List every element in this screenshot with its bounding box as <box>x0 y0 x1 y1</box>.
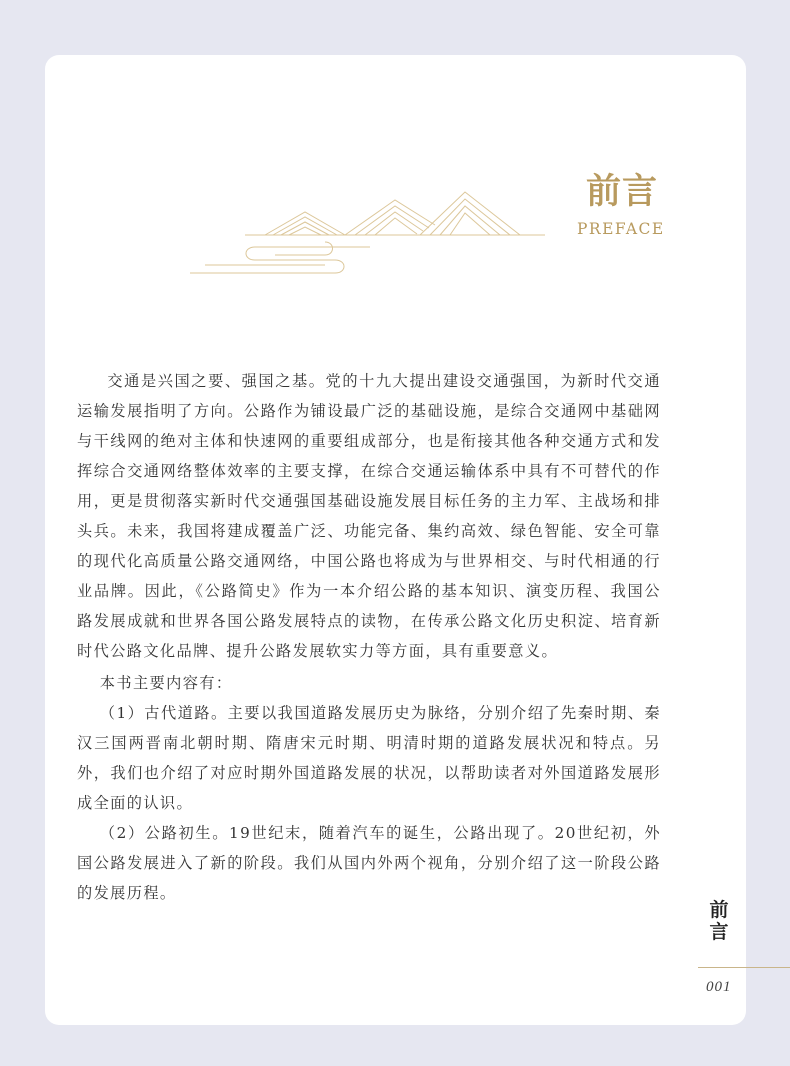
page-title: 前言 <box>586 172 659 212</box>
page-number: 001 <box>706 979 732 995</box>
paragraph: （2）公路初生。19世纪末，随着汽车的诞生，公路出现了。20世纪初，外国公路发展进入了新的阶段。我们从国内外两个视角，分别介绍了这一阶段公路的发展历程。 <box>77 824 661 902</box>
paragraph: （1）古代道路。主要以我国道路发展历史为脉络，分别介绍了先秦时期、秦汉三国两晋南北朝时期、隋唐宋元时期、明清时期的道路发展状况和特点。另外，我们也介绍了对应时期外国道路发展的状况，以帮助读者对外国道路发展形成全面的认识。 <box>77 704 661 812</box>
divider <box>698 967 790 968</box>
chapter-side-label: 前言 <box>709 899 729 943</box>
page-subtitle: PREFACE <box>577 220 665 238</box>
body-text <box>77 366 661 908</box>
paragraph: 交通是兴国之要、强国之基。党的十九大提出建设交通强国，为新时代交通运输发展指明了方向。公路作为铺设最广泛的基础设施，是综合交通网中基础网与干线网的绝对主体和快速网的重要组成部分，也是衔接其他各种交通方式和发挥综合交通网络整体效率的主要支撑，在综合交通运输体系中具有不可替代的作用，更是贯彻落实新时代交通强国基础设施发展目标任务的主力军、主战场和排头兵。未来，我国将建成覆盖广泛、功能完备、集约高效、绿色智能、安全可靠的现代化高质量公路交通网络，中国公路也将成为与世界相交、与时代相通的行业品牌。因此，《公路简史》作为一本介绍公路的基本知识、演变历程、我国公路发展成就和世界各国公路发展特点的读物，在传承公路文化历史积淀、培育新时代公路文化品牌、提升公路发展软实力等方面，具有重要意义。 <box>77 372 661 660</box>
paragraph: 本书主要内容有： <box>99 674 233 692</box>
mountain-decoration <box>185 180 565 280</box>
